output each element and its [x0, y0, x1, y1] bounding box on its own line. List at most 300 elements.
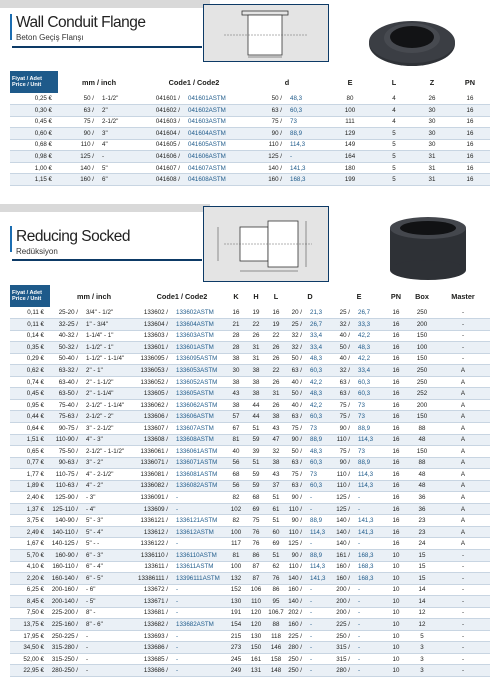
- header-accent: [10, 226, 12, 252]
- table-cell: -: [356, 619, 384, 631]
- table-cell: 81: [226, 434, 246, 446]
- flange-diagram: [203, 4, 329, 62]
- table-cell: 57: [226, 411, 246, 423]
- table-row: [10, 399, 490, 411]
- table-cell: 50 /: [286, 446, 308, 458]
- table-cell: 133612 /: [138, 526, 174, 538]
- table-cell: 0,45 €: [10, 116, 58, 128]
- table-cell: 95: [266, 596, 286, 608]
- table-cell: 16: [384, 422, 408, 434]
- table-cell: 2,20 €: [10, 573, 50, 585]
- table-cell: 200 /: [334, 584, 356, 596]
- table-cell: 1336110ASTM: [174, 549, 226, 561]
- table-cell: 041601ASTM: [186, 93, 248, 105]
- table-row: [10, 446, 490, 458]
- table-cell: -: [436, 619, 490, 631]
- table-cell: 140 /: [248, 162, 288, 174]
- table-cell: 110 /: [58, 139, 100, 151]
- table-cell: 73: [308, 422, 334, 434]
- table-cell: 041602 /: [140, 105, 186, 117]
- table-row: [10, 365, 490, 377]
- table-cell: 14: [408, 596, 436, 608]
- table-cell: 10: [384, 549, 408, 561]
- table-cell: 16: [226, 307, 246, 319]
- table-cell: 250: [408, 307, 436, 319]
- table-cell: -: [308, 619, 334, 631]
- table-cell: -: [308, 642, 334, 654]
- table-cell: 110-90 /: [50, 434, 84, 446]
- table-cell: -: [436, 307, 490, 319]
- table-cell: 202 /: [286, 607, 308, 619]
- table-cell: 110-63 /: [50, 480, 84, 492]
- table-cell: 160 /: [286, 584, 308, 596]
- table-cell: A: [436, 515, 490, 527]
- table-cell: 140 /: [286, 596, 308, 608]
- table-cell: 16: [450, 128, 490, 140]
- table-cell: 90 /: [334, 422, 356, 434]
- table-cell: 63 /: [286, 457, 308, 469]
- table-cell: 250 /: [334, 630, 356, 642]
- table-cell: 4" - 2": [84, 480, 138, 492]
- table-row: [10, 561, 490, 573]
- table-cell: 280 /: [334, 665, 356, 677]
- table-cell: 87: [246, 561, 266, 573]
- table-cell: 25-20 /: [50, 307, 84, 319]
- table-cell: 1336052ASTM: [174, 376, 226, 388]
- table-cell: 59: [246, 480, 266, 492]
- table-row: [10, 162, 490, 174]
- table-cell: 34,50 €: [10, 642, 50, 654]
- table-cell: -: [356, 653, 384, 665]
- table-cell: 44: [246, 399, 266, 411]
- table-cell: 1336081ASTM: [174, 469, 226, 481]
- table-row: [10, 469, 490, 481]
- table-cell: 59: [246, 469, 266, 481]
- table-cell: 24: [408, 538, 436, 550]
- table-cell: 16: [384, 446, 408, 458]
- table-cell: 191: [226, 607, 246, 619]
- table-cell: 62: [266, 561, 286, 573]
- table-cell: 1" - 3/4": [84, 319, 138, 331]
- table-cell: 1-1/2": [100, 93, 140, 105]
- table-cell: 150: [246, 642, 266, 654]
- table-cell: 16: [384, 480, 408, 492]
- price-header: [10, 71, 58, 93]
- table-cell: 0,35 €: [10, 342, 50, 354]
- table-cell: 200-140 /: [50, 596, 84, 608]
- table-cell: 0,25 €: [10, 93, 58, 105]
- col-box: Box: [415, 291, 429, 301]
- table-cell: 88,9: [356, 457, 384, 469]
- table-cell: 38: [226, 353, 246, 365]
- table-cell: -: [356, 630, 384, 642]
- table-cell: 68: [226, 469, 246, 481]
- table-cell: A: [436, 503, 490, 515]
- flange-drawing: [204, 5, 328, 61]
- table-cell: 60,3: [308, 457, 334, 469]
- table-cell: A: [436, 388, 490, 400]
- table-cell: 132: [226, 573, 246, 585]
- section-subtitle: Beton Geçiş Flanşı: [16, 33, 84, 42]
- table-row: [10, 174, 490, 186]
- table-cell: 42,2: [356, 353, 384, 365]
- table-cell: 133603ASTM: [174, 330, 226, 342]
- table-cell: A: [436, 457, 490, 469]
- table-cell: -: [174, 642, 226, 654]
- table-cell: 1336061ASTM: [174, 446, 226, 458]
- table-cell: 041605ASTM: [186, 139, 248, 151]
- table-cell: -: [308, 653, 334, 665]
- table-cell: 130: [226, 596, 246, 608]
- table-cell: 5: [374, 162, 414, 174]
- table-cell: 21,3: [308, 307, 334, 319]
- table-cell: 16: [384, 388, 408, 400]
- table-cell: 125 /: [58, 151, 100, 163]
- table-cell: 12: [408, 607, 436, 619]
- table-cell: 168,3: [356, 561, 384, 573]
- table-cell: 168,3: [356, 549, 384, 561]
- table-cell: 75: [246, 515, 266, 527]
- table-cell: -: [174, 503, 226, 515]
- table-cell: 16: [384, 538, 408, 550]
- table-cell: A: [436, 365, 490, 377]
- table-cell: 15: [408, 573, 436, 585]
- table-cell: 51: [246, 422, 266, 434]
- table-cell: 82: [226, 515, 246, 527]
- table-cell: 148: [266, 665, 286, 677]
- table-cell: 56: [226, 480, 246, 492]
- table-cell: 10: [384, 584, 408, 596]
- table-cell: 041604ASTM: [186, 128, 248, 140]
- table-cell: 0,95 €: [10, 399, 50, 411]
- table-cell: 133601ASTM: [174, 342, 226, 354]
- table-cell: 40 /: [286, 399, 308, 411]
- table-cell: 111: [326, 116, 374, 128]
- table-cell: 86: [266, 584, 286, 596]
- table-cell: 250 /: [286, 653, 308, 665]
- table-cell: 13386111 /: [138, 573, 174, 585]
- table-cell: 86: [246, 549, 266, 561]
- table-cell: 25 /: [334, 307, 356, 319]
- table-cell: 5: [408, 630, 436, 642]
- table-cell: 161: [246, 653, 266, 665]
- table-cell: 041603ASTM: [186, 116, 248, 128]
- table-row: [10, 151, 490, 163]
- table-cell: 38: [246, 388, 266, 400]
- table-cell: 33,4: [356, 365, 384, 377]
- table-cell: 48: [408, 469, 436, 481]
- table-cell: 16: [384, 411, 408, 423]
- table-cell: -: [436, 642, 490, 654]
- table-cell: -: [356, 665, 384, 677]
- table-cell: 0,62 €: [10, 365, 50, 377]
- table-row: [10, 480, 490, 492]
- table-cell: 16: [266, 307, 286, 319]
- table-cell: 75 /: [248, 116, 288, 128]
- table-cell: 30: [414, 139, 450, 151]
- section-subtitle: Redüksiyon: [16, 247, 58, 256]
- table-cell: 26: [266, 342, 286, 354]
- table-cell: 30: [414, 116, 450, 128]
- table-cell: 8" - 6": [84, 619, 138, 631]
- table-cell: 225 /: [286, 630, 308, 642]
- table-cell: 16: [450, 174, 490, 186]
- table-cell: 117: [226, 538, 246, 550]
- table-cell: 7,50 €: [10, 607, 50, 619]
- table-cell: 32 /: [334, 319, 356, 331]
- table-cell: 125 /: [334, 492, 356, 504]
- table-cell: 200-160 /: [50, 584, 84, 596]
- table-cell: 0,11 €: [10, 319, 50, 331]
- table-cell: 4: [374, 93, 414, 105]
- table-cell: 75-63 /: [50, 411, 84, 423]
- table-cell: 2-1/2": [100, 116, 140, 128]
- table-row: [10, 128, 490, 140]
- table-cell: -: [436, 330, 490, 342]
- table-cell: 114,3: [308, 561, 334, 573]
- table-cell: 16: [384, 503, 408, 515]
- table-cell: 250: [408, 376, 436, 388]
- table-cell: 106.7: [266, 607, 286, 619]
- table-cell: 041607 /: [140, 162, 186, 174]
- table-cell: -: [436, 630, 490, 642]
- table-cell: 88: [266, 619, 286, 631]
- table-cell: 60,3: [308, 411, 334, 423]
- table-cell: 22,95 €: [10, 665, 50, 677]
- col-e: E: [356, 291, 362, 301]
- table-cell: 133611ASTM: [174, 561, 226, 573]
- table-cell: 75-50 /: [50, 446, 84, 458]
- col-pn: PN: [464, 77, 476, 87]
- table-cell: 48: [408, 480, 436, 492]
- table-cell: 6" - 4": [84, 561, 138, 573]
- table-cell: 73: [356, 446, 384, 458]
- table-cell: -: [174, 538, 226, 550]
- table-cell: 15: [408, 549, 436, 561]
- table-cell: 60,3: [308, 365, 334, 377]
- table-cell: 1336061 /: [138, 446, 174, 458]
- table-cell: 16: [384, 376, 408, 388]
- table-cell: 73: [308, 469, 334, 481]
- table-cell: 1336053 /: [138, 365, 174, 377]
- price-header-line1: Fiyat / Adet: [12, 75, 42, 82]
- table-cell: 1336071ASTM: [174, 457, 226, 469]
- table-cell: 5: [374, 139, 414, 151]
- table-cell: 1336121ASTM: [174, 515, 226, 527]
- table-cell: 160 /: [248, 174, 288, 186]
- table-cell: -: [174, 653, 226, 665]
- table-cell: 100: [226, 526, 246, 538]
- table-cell: -: [356, 642, 384, 654]
- table-cell: 16: [384, 526, 408, 538]
- table-cell: 141,3: [356, 515, 384, 527]
- table-cell: 40: [226, 446, 246, 458]
- table-cell: 16: [384, 319, 408, 331]
- table-cell: 0,77 €: [10, 457, 50, 469]
- table-cell: 2,40 €: [10, 492, 50, 504]
- table-cell: A: [436, 411, 490, 423]
- table-cell: 40 /: [334, 353, 356, 365]
- table-cell: 60: [266, 526, 286, 538]
- table-cell: 31: [266, 388, 286, 400]
- table-cell: 133686 /: [138, 642, 174, 654]
- flange-photo: [362, 4, 462, 74]
- table-row: [10, 105, 490, 117]
- table-cell: 0,60 €: [10, 128, 58, 140]
- table-cell: 10: [384, 607, 408, 619]
- table-cell: 32 /: [286, 330, 308, 342]
- table-cell: 63 /: [286, 365, 308, 377]
- table-cell: 161 /: [334, 549, 356, 561]
- table-cell: 110 /: [248, 139, 288, 151]
- table-cell: 60,3: [288, 105, 326, 117]
- table-cell: 16: [384, 342, 408, 354]
- table-row: [10, 411, 490, 423]
- table-cell: 245: [226, 653, 246, 665]
- col-code: Code1 / Code2: [168, 77, 220, 87]
- table-cell: 5" - -: [84, 538, 138, 550]
- table-cell: 2" - 1-1/2": [84, 376, 138, 388]
- table-cell: 149: [326, 139, 374, 151]
- table-cell: 133603 /: [138, 330, 174, 342]
- table-row: [10, 515, 490, 527]
- header-underline: [12, 46, 202, 48]
- table-cell: 0,68 €: [10, 139, 58, 151]
- table-cell: 110 /: [286, 526, 308, 538]
- table-cell: 42,2: [308, 399, 334, 411]
- table-cell: 75 /: [286, 469, 308, 481]
- table-cell: 125-90 /: [50, 492, 84, 504]
- table-cell: -: [436, 584, 490, 596]
- table-cell: 140 /: [58, 162, 100, 174]
- table-cell: -: [288, 151, 326, 163]
- table-cell: 36: [408, 503, 436, 515]
- table-cell: 38: [246, 376, 266, 388]
- table-cell: 6" - 5": [84, 573, 138, 585]
- table-cell: -: [436, 342, 490, 354]
- table-cell: 43: [266, 469, 286, 481]
- table-cell: 1336082ASTM: [174, 480, 226, 492]
- table-cell: 1-1/4" - 1": [84, 330, 138, 342]
- section-title: Wall Conduit Flange: [16, 14, 146, 31]
- table-cell: 4: [374, 105, 414, 117]
- table-cell: 3" - 2-1/2": [84, 422, 138, 434]
- table-cell: 1,15 €: [10, 174, 58, 186]
- table-cell: A: [436, 399, 490, 411]
- table-cell: 90-63 /: [50, 457, 84, 469]
- table-cell: -: [356, 596, 384, 608]
- table-cell: 26: [266, 399, 286, 411]
- table-cell: 33,4: [308, 330, 334, 342]
- table-cell: 146: [266, 642, 286, 654]
- table-cell: -: [356, 607, 384, 619]
- table-cell: 0,14 €: [10, 330, 50, 342]
- table-cell: 16: [384, 457, 408, 469]
- table-cell: 63 /: [334, 376, 356, 388]
- table-cell: 2" - 1-1/4": [84, 388, 138, 400]
- table-cell: -: [356, 584, 384, 596]
- table-cell: 63 /: [286, 480, 308, 492]
- table-row: [10, 503, 490, 515]
- table-cell: -: [174, 584, 226, 596]
- table-cell: 4: [374, 116, 414, 128]
- table-cell: -: [308, 492, 334, 504]
- table-cell: 10: [384, 573, 408, 585]
- table-cell: 133611 /: [138, 561, 174, 573]
- table-cell: 16: [384, 469, 408, 481]
- table-cell: 22: [266, 330, 286, 342]
- table-cell: 36: [408, 492, 436, 504]
- table-row: [10, 342, 490, 354]
- table-cell: 110 /: [286, 561, 308, 573]
- table-cell: 133605 /: [138, 388, 174, 400]
- flange-table: [10, 71, 490, 186]
- table-row: [10, 653, 490, 665]
- table-cell: 16: [384, 353, 408, 365]
- table-cell: 1,77 €: [10, 469, 50, 481]
- table-cell: 63-32 /: [50, 365, 84, 377]
- table-cell: 21: [226, 319, 246, 331]
- table-cell: 10: [384, 619, 408, 631]
- table-cell: 225 /: [334, 619, 356, 631]
- table-cell: 31: [246, 353, 266, 365]
- table-cell: 133607 /: [138, 422, 174, 434]
- table-header-row: [10, 71, 490, 93]
- table-cell: 40 /: [334, 330, 356, 342]
- table-cell: -: [436, 353, 490, 365]
- table-cell: 158: [266, 653, 286, 665]
- table-cell: 3: [408, 665, 436, 677]
- table-cell: 38: [266, 457, 286, 469]
- table-cell: 160 /: [334, 561, 356, 573]
- table-cell: 315-250 /: [50, 653, 84, 665]
- table-cell: 32: [266, 446, 286, 458]
- table-cell: 48,3: [288, 93, 326, 105]
- table-cell: 215: [226, 630, 246, 642]
- table-cell: A: [436, 526, 490, 538]
- table-cell: 90 /: [248, 128, 288, 140]
- table-cell: 6": [100, 174, 140, 186]
- table-cell: 150: [408, 446, 436, 458]
- table-cell: 3/4" - 1/2": [84, 307, 138, 319]
- table-cell: 133672 /: [138, 584, 174, 596]
- table-cell: 50-40 /: [50, 353, 84, 365]
- table-cell: 50 /: [286, 388, 308, 400]
- table-cell: 76: [246, 538, 266, 550]
- table-cell: 1336095 /: [138, 353, 174, 365]
- table-cell: 041608 /: [140, 174, 186, 186]
- table-cell: 50-32 /: [50, 342, 84, 354]
- table-cell: 150: [408, 330, 436, 342]
- table-cell: 10: [384, 630, 408, 642]
- table-cell: 110: [246, 596, 266, 608]
- table-cell: 40-32 /: [50, 330, 84, 342]
- table-row: [10, 93, 490, 105]
- table-row: [10, 330, 490, 342]
- table-cell: 17,95 €: [10, 630, 50, 642]
- table-cell: 6,25 €: [10, 584, 50, 596]
- table-cell: 33,4: [308, 342, 334, 354]
- table-cell: 140-110 /: [50, 526, 84, 538]
- table-row: [10, 573, 490, 585]
- table-cell: 1336062ASTM: [174, 399, 226, 411]
- table-cell: 5" - 3": [84, 515, 138, 527]
- table-cell: 100: [408, 342, 436, 354]
- table-cell: 40 /: [286, 376, 308, 388]
- table-cell: 133602 /: [138, 307, 174, 319]
- table-cell: A: [436, 376, 490, 388]
- table-cell: 33,3: [356, 319, 384, 331]
